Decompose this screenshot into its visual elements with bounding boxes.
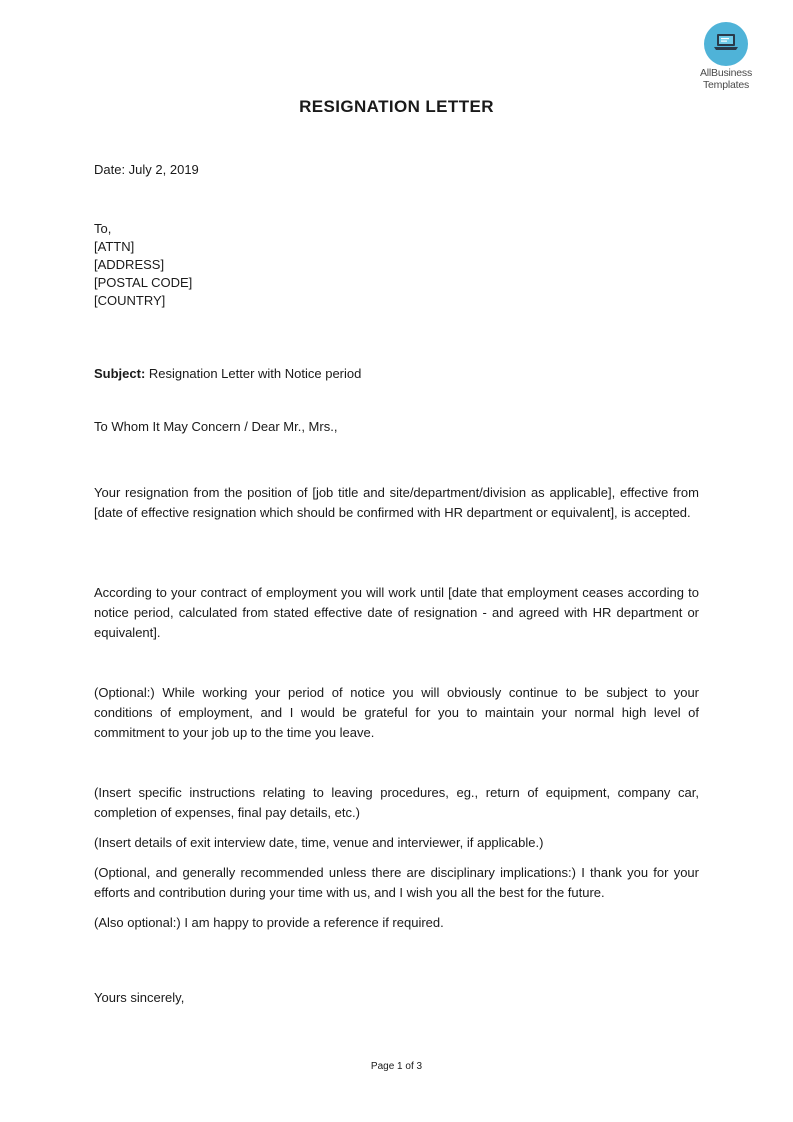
paragraph-4: (Insert specific instructions relating to leaving procedures, eg., return of equipment, company car, completion of expenses, final pay details, etc.)	[94, 785, 699, 820]
paragraph-3: (Optional:) While working your period of notice you will obviously continue to be subject to your conditions of employment, and I would be grateful for you to maintain your normal high level of commitment to your job up to the time you leave.	[94, 685, 699, 740]
logo-text	[690, 67, 762, 91]
address-street: [ADDRESS]	[94, 257, 165, 272]
closing: Yours sincerely,	[94, 990, 185, 1005]
paragraph-2: According to your contract of employment you will work until [date that employment ceases according to notice period, calculated from stated effective date of resignation - and agreed with HR department or equivalent].	[94, 585, 699, 640]
paragraph-1: Your resignation from the position of [job title and site/department/division as applicable], effective from [date of effective resignation which should be confirmed with HR department or equivalent], is accepted.	[94, 485, 699, 520]
logo-line-2: Templates	[702, 79, 750, 91]
paragraph-5: (Insert details of exit interview date, time, venue and interviewer, if applicable.)	[94, 835, 544, 850]
address-to: To,	[94, 221, 112, 236]
logo-line-1: AllBusiness	[699, 67, 753, 79]
paragraph-7: (Also optional:) I am happy to provide a reference if required.	[94, 915, 444, 930]
recipient-address	[94, 220, 699, 310]
document-title: RESIGNATION LETTER	[299, 97, 494, 116]
subject-label: Subject:	[94, 366, 146, 381]
logo	[690, 22, 762, 91]
date-line: Date: July 2, 2019	[94, 162, 199, 177]
address-postal: [POSTAL CODE]	[94, 275, 193, 290]
salutation: To Whom It May Concern / Dear Mr., Mrs.,	[94, 419, 338, 434]
paragraph-6: (Optional, and generally recommended unless there are disciplinary implications:) I thank you for your efforts and contribution during your time with us, and I wish you all the best for the future.	[94, 865, 699, 900]
address-attn: [ATTN]	[94, 239, 135, 254]
address-country: [COUNTRY]	[94, 293, 166, 308]
subject-text: Resignation Letter with Notice period	[145, 366, 362, 381]
laptop-icon	[704, 22, 748, 66]
page-number: Page 1 of 3	[370, 1061, 423, 1072]
subject-line	[94, 364, 699, 384]
